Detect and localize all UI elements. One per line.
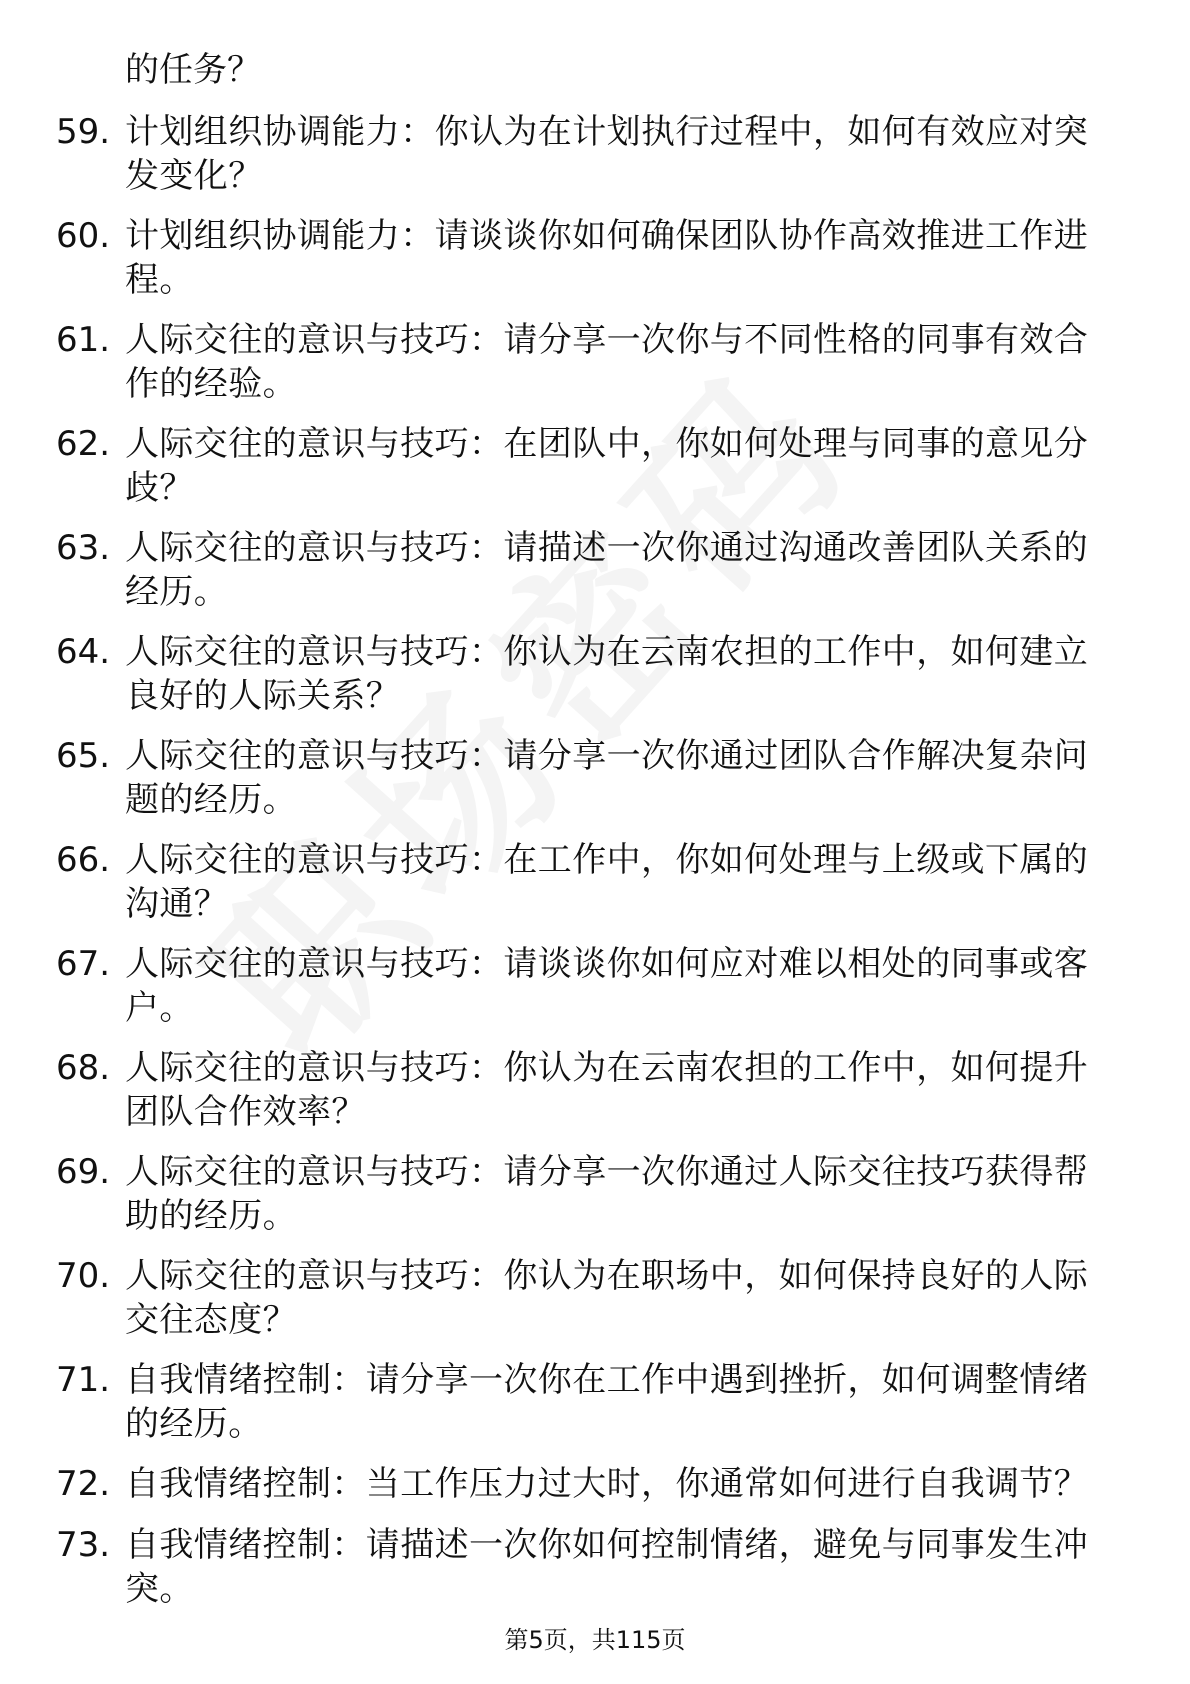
- question-number: 59.: [56, 112, 111, 152]
- question-list: [0, 110, 1190, 1627]
- question-text: 自我情绪控制：请描述一次你如何控制情绪，避免与同事发生冲突。: [125, 1525, 1089, 1609]
- question-text: 人际交往的意识与技巧：请分享一次你与不同性格的同事有效合作的经验。: [125, 320, 1089, 404]
- question-text: 人际交往的意识与技巧：请谈谈你如何应对难以相处的同事或客户。: [125, 944, 1089, 1028]
- question-text: 自我情绪控制：请分享一次你在工作中遇到挫折，如何调整情绪的经历。: [125, 1360, 1089, 1444]
- question-item-59: [0, 110, 1190, 214]
- question-number: 65.: [56, 736, 111, 776]
- question-item-60: [0, 214, 1190, 318]
- question-number: 60.: [56, 216, 111, 256]
- question-number: 73.: [56, 1525, 111, 1565]
- question-item-64: [0, 630, 1190, 734]
- question-text: 人际交往的意识与技巧：你认为在云南农担的工作中，如何建立良好的人际关系？: [125, 632, 1089, 716]
- continuation-text: 的任务？: [125, 50, 261, 90]
- question-text: 人际交往的意识与技巧：在团队中，你如何处理与同事的意见分歧？: [125, 424, 1089, 508]
- question-item-67: [0, 942, 1190, 1046]
- question-number: 67.: [56, 944, 111, 984]
- question-item-70: [0, 1254, 1190, 1358]
- page-footer: 第5页，共115页: [504, 1626, 686, 1654]
- question-text: 人际交往的意识与技巧：在工作中，你如何处理与上级或下属的沟通？: [125, 840, 1089, 924]
- question-item-71: [0, 1358, 1190, 1462]
- question-number: 62.: [56, 424, 111, 464]
- question-number: 66.: [56, 840, 111, 880]
- question-item-65: [0, 734, 1190, 838]
- question-item-62: [0, 422, 1190, 526]
- question-number: 72.: [56, 1464, 111, 1504]
- question-item-66: [0, 838, 1190, 942]
- question-text: 计划组织协调能力：你认为在计划执行过程中，如何有效应对突发变化？: [125, 112, 1089, 196]
- question-item-68: [0, 1046, 1190, 1150]
- question-text: 人际交往的意识与技巧：请分享一次你通过团队合作解决复杂问题的经历。: [125, 736, 1089, 820]
- question-number: 69.: [56, 1152, 111, 1192]
- question-item-61: [0, 318, 1190, 422]
- question-text: 人际交往的意识与技巧：你认为在云南农担的工作中，如何提升团队合作效率？: [125, 1048, 1089, 1132]
- question-number: 64.: [56, 632, 111, 672]
- question-item-73: [0, 1523, 1190, 1627]
- question-number: 71.: [56, 1360, 111, 1400]
- question-text: 人际交往的意识与技巧：请分享一次你通过人际交往技巧获得帮助的经历。: [125, 1152, 1089, 1236]
- question-number: 63.: [56, 528, 111, 568]
- question-text: 计划组织协调能力：请谈谈你如何确保团队协作高效推进工作进程。: [125, 216, 1089, 300]
- question-number: 61.: [56, 320, 111, 360]
- question-number: 70.: [56, 1256, 111, 1296]
- question-text: 人际交往的意识与技巧：请描述一次你通过沟通改善团队关系的经历。: [125, 528, 1089, 612]
- question-text: 自我情绪控制：当工作压力过大时，你通常如何进行自我调节？: [125, 1464, 1089, 1504]
- question-item-69: [0, 1150, 1190, 1254]
- question-item-63: [0, 526, 1190, 630]
- question-number: 68.: [56, 1048, 111, 1088]
- question-item-72: [0, 1462, 1190, 1523]
- question-text: 人际交往的意识与技巧：你认为在职场中，如何保持良好的人际交往态度？: [125, 1256, 1089, 1340]
